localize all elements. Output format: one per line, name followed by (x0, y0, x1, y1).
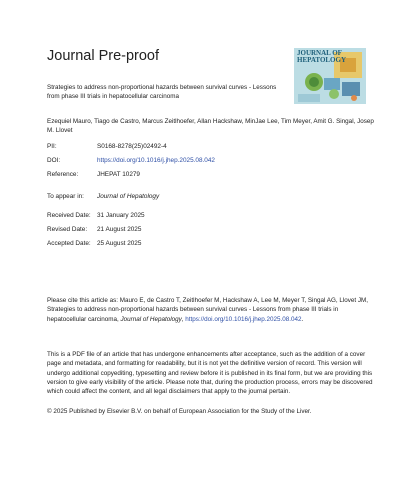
received-label: Received Date: (47, 212, 91, 219)
journal-cover-image (294, 48, 366, 104)
doi-row (47, 157, 215, 164)
accepted-label: Accepted Date: (47, 240, 91, 247)
doi-label: DOI: (47, 157, 61, 164)
pii-row (47, 143, 167, 150)
cover-journal-title: JOURNAL OF HEPATOLOGY (297, 49, 347, 64)
citation-journal: Journal of Hepatology (120, 315, 182, 323)
citation-end: . (301, 315, 304, 323)
citation-text: Please cite this article as: Mauro E, de Castro T, Zeitlhoefer M, Hackshaw A, Lee M, Meyer T, Singal AG, Llovet JM, Strategies to address non-proportional hazards between survival curves - Lessons from phase III trials in hepatocellular carcinoma, (47, 297, 369, 323)
received-row (47, 212, 145, 219)
reference-value: JHEPAT 10279 (97, 171, 140, 178)
reference-label: Reference: (47, 171, 79, 178)
pii-value: S0168-8278(25)02492-4 (97, 143, 167, 150)
revised-label: Revised Date: (47, 226, 88, 233)
revised-value: 21 August 2025 (97, 226, 142, 233)
revised-row (47, 226, 142, 233)
citation-paragraph (47, 296, 377, 324)
journal-name: Journal of Hepatology (97, 193, 160, 200)
appear-in-label: To appear in: (47, 193, 84, 200)
reference-row (47, 171, 140, 178)
doi-link[interactable]: https://doi.org/10.1016/j.jhep.2025.08.042 (97, 157, 215, 164)
citation-separator: , (181, 315, 186, 323)
received-value: 31 January 2025 (97, 212, 145, 219)
page-title: Journal Pre-proof (47, 48, 160, 64)
pii-label: PII: (47, 143, 57, 150)
accepted-row (47, 240, 142, 247)
article-title: Strategies to address non-proportional hazards between survival curves - Lessons from phase III trials in hepatocellular carcinoma (47, 84, 277, 101)
citation-doi-link[interactable]: https://doi.org/10.1016/j.jhep.2025.08.042 (185, 315, 302, 323)
disclaimer-paragraph: This is a PDF file of an article that has undergone enhancements after acceptance, such as the addition of a cover page and metadata, and formatting for readability, but it is not yet the definitive version of record. This version will undergo additional copyediting, typesetting and review before it is published in its final form, but we are providing this version to give early visibility of the article. Please note that, during the production process, errors may be discovered which could affect the content, and all legal disclaimers that apply to the journal pertain. (47, 351, 373, 396)
copyright-notice: © 2025 Published by Elsevier B.V. on behalf of European Association for the Study of the Liver. (47, 408, 312, 415)
author-list: Ezequiel Mauro, Tiago de Castro, Marcus Zeitlhoefer, Allan Hackshaw, MinJae Lee, Tim Meyer, Amit G. Singal, Josep M. Llovet (47, 118, 374, 135)
appear-in-row (47, 193, 160, 200)
accepted-value: 25 August 2025 (97, 240, 142, 247)
